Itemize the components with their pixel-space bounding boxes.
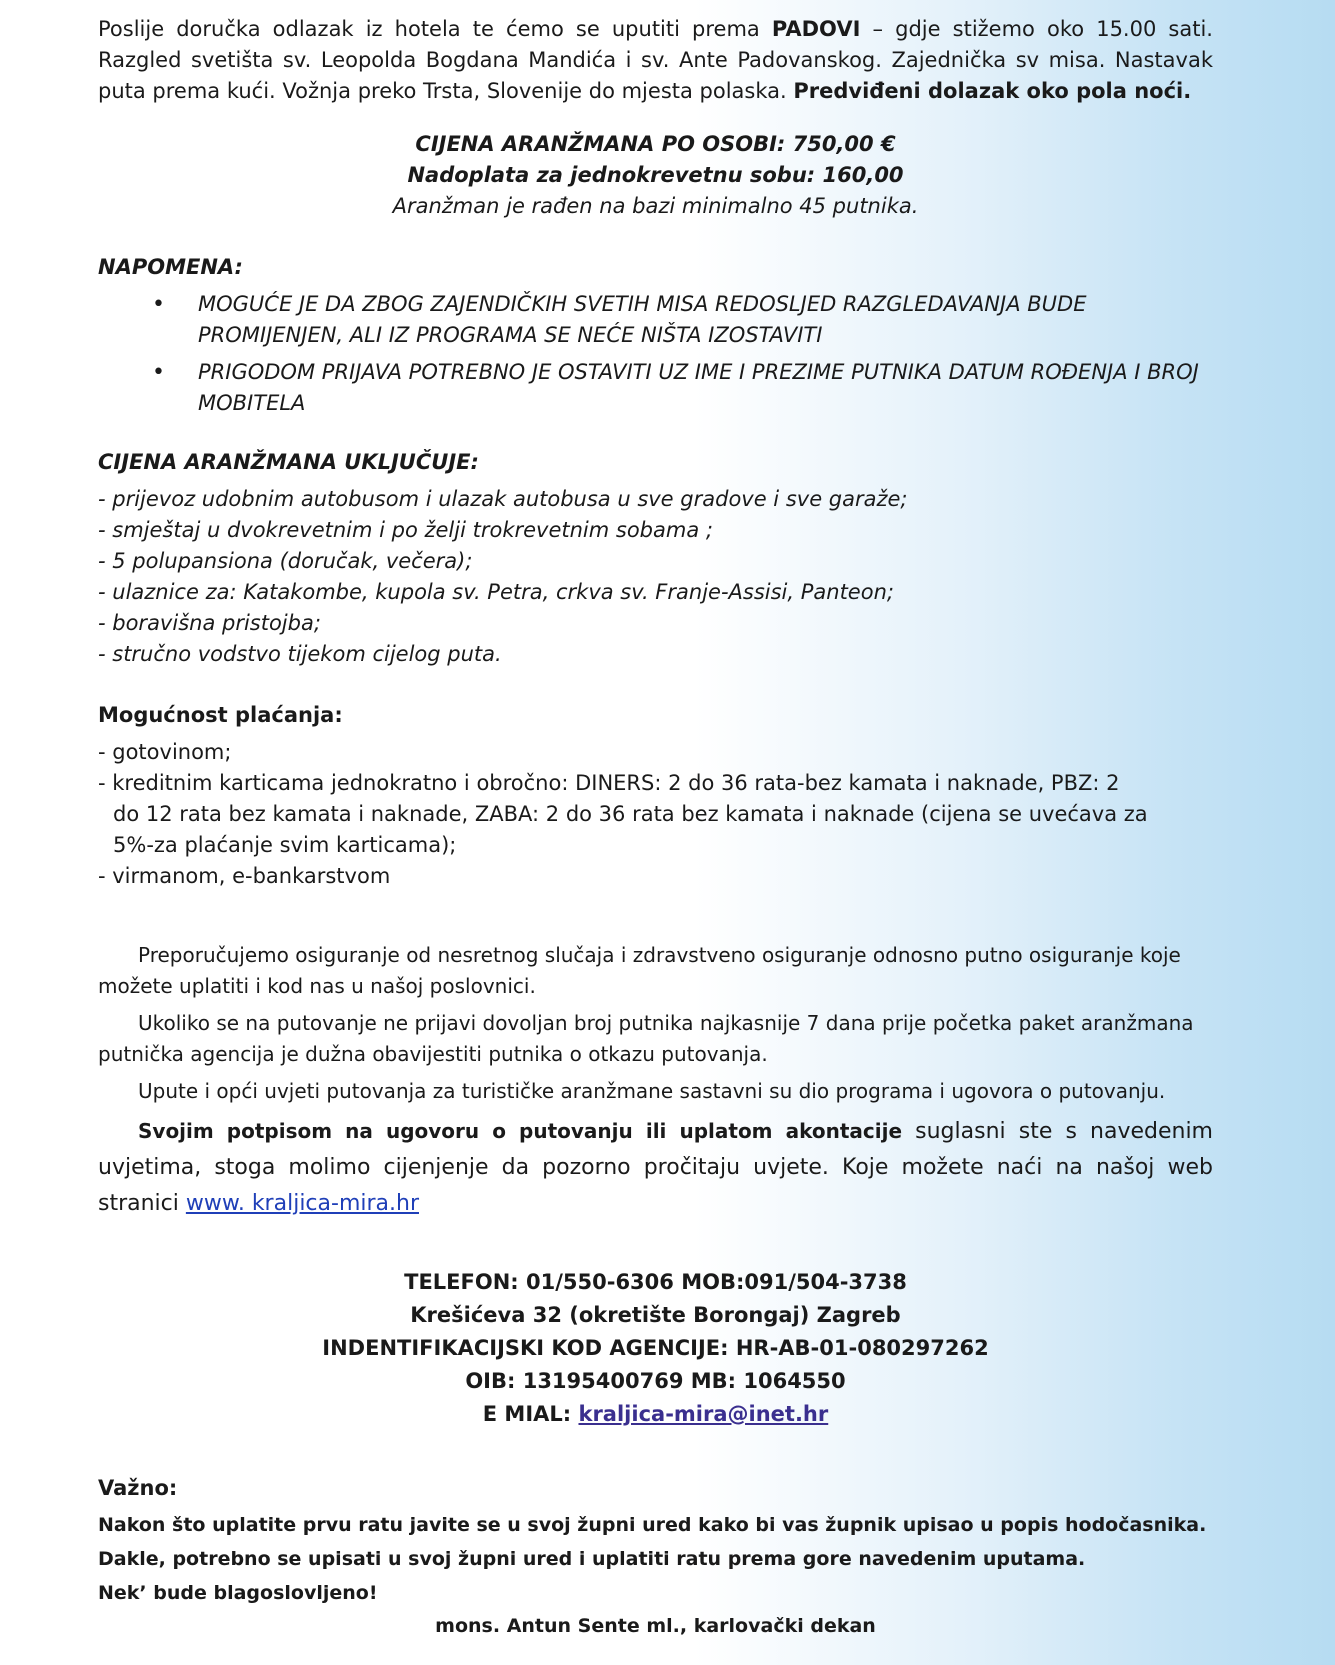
terms-note: Upute i opći uvjeti putovanja za turističke aranžmane sastavni su dio programa i ugovora o putovanju.: [138, 1079, 1166, 1103]
vazno-text-block: [98, 1508, 1213, 1610]
includes-item: - boravišna pristojba;: [98, 611, 321, 635]
napomena-item-text: MOGUĆE JE DA ZBOG ZAJENDIČKIH SVETIH MISA REDOSLJED RAZGLEDAVANJA BUDE PROMIJENJEN, ALI IZ PROGRAMA SE NEĆE NIŠTA IZOSTAVITI: [198, 292, 1087, 347]
signature: mons. Antun Sente ml., karlovački dekan: [435, 1615, 876, 1637]
napomena-title: NAPOMENA:: [98, 255, 243, 279]
minimum-passengers-note: Aranžman je rađen na bazi minimalno 45 putnika.: [392, 194, 919, 218]
vazno-title: Važno:: [98, 1476, 178, 1500]
contact-address: Krešićeva 32 (okretište Borongaj) Zagreb: [410, 1303, 901, 1327]
napomena-item-text: PRIGODOM PRIJAVA POTREBNO JE OSTAVITI UZ IME I PREZIME PUTNIKA DATUM ROĐENJA I BROJ MOBITELA: [198, 360, 1199, 415]
napomena-list: [98, 289, 1213, 419]
includes-item: - stručno vodstvo tijekom cijelog puta.: [98, 642, 502, 666]
includes-item: - 5 polupansiona (doručak, večera);: [98, 549, 473, 573]
bullet-icon: •: [152, 360, 165, 385]
agreement-bold: Svojim potpisom na ugovoru o putovanju ili uplatom akontacije: [138, 1119, 903, 1143]
payment-title: Mogućnost plaćanja:: [98, 703, 343, 727]
insurance-note: Preporučujemo osiguranje od nesretnog slučaja i zdravstveno osiguranje odnosno putno osiguranje koje možete uplatiti i kod nas u našoj poslovnici.: [98, 943, 1181, 998]
email-link[interactable]: kraljica-mira@inet.hr: [578, 1402, 829, 1426]
payment-list: [98, 737, 1213, 892]
napomena-item: [98, 289, 1213, 351]
price-per-person: CIJENA ARANŽMANA PO OSOBI: 750,00 €: [415, 132, 896, 156]
notes-section: [98, 940, 1213, 1107]
contact-block: [98, 1266, 1213, 1431]
napomena-item: [98, 357, 1213, 419]
vazno-text: Nakon što uplatite prvu ratu javite se u svoj župni ured kako bi vas župnik upisao u popis hodočasnika. Dakle, potrebno se upisati u svoj župni ured i uplatiti ratu prema gore navedenim uputama.: [98, 1514, 1207, 1570]
intro-padova: PADOVI: [771, 17, 861, 41]
website-link[interactable]: www. kraljica-mira.hr: [185, 1191, 419, 1216]
cancellation-note: Ukoliko se na putovanje ne prijavi dovoljan broj putnika najkasnije 7 dana prije početka paket aranžmana putnička agencija je dužna obavijestiti putnika o otkazu putovanja.: [98, 1011, 1194, 1066]
includes-item: - prijevoz udobnim autobusom i ulazak autobusa u sve gradove i sve garaže;: [98, 487, 908, 511]
includes-item: - ulaznice za: Katakombe, kupola sv. Petra, crkva sv. Franje-Assisi, Panteon;: [98, 580, 894, 604]
payment-item-transfer: - virmanom, e-bankarstvom: [98, 864, 391, 888]
includes-list: [98, 484, 1213, 670]
agency-code: INDENTIFIKACIJSKI KOD AGENCIJE: HR-AB-01-080297262: [322, 1336, 989, 1360]
payment-item-cash: - gotovinom;: [98, 740, 232, 764]
email-label: E MIAL:: [482, 1402, 579, 1426]
includes-item: - smještaj u dvokrevetnim i po želji trokrevetnim sobama ;: [98, 518, 713, 542]
payment-item-cards-cont: do 12 rata bez kamata i naknade, ZABA: 2 do 36 rata bez kamata i naknade (cijena se uvećava za: [113, 802, 1148, 826]
intro-paragraph: [98, 14, 1213, 107]
contact-email-line: [98, 1398, 1213, 1431]
oib-mb: OIB: 13195400769 MB: 1064550: [465, 1369, 846, 1393]
intro-arrival: Predviđeni dolazak oko pola noći.: [793, 79, 1192, 103]
agreement-paragraph: [98, 1113, 1213, 1222]
agreement-text: suglasni ste s navedenim uvjetima, stoga molimo cijenjenje da pozorno pročitaju uvjete. Koje možete naći na našoj web stranici: [98, 1119, 1213, 1216]
single-room-supplement: Nadoplata za jednokrevetnu sobu: 160,00: [407, 163, 904, 187]
blessing: Nek’ bude blagoslovljeno!: [98, 1582, 378, 1604]
payment-item-cards-cont: 5%-za plaćanje svim karticama);: [113, 833, 457, 857]
intro-text-1: Poslije doručka odlazak iz hotela te ćemo se uputiti prema: [98, 17, 772, 41]
intro-text-2: – gdje stižemo oko 15.00 sati. Razgled svetišta sv. Leopolda Bogdana Mandića i sv. Ante Padovanskog. Zajednička sv misa. Nastavak puta prema kući. Vožnja preko Trsta, Slovenije do mjesta polaska.: [98, 17, 1213, 103]
bullet-icon: •: [152, 292, 165, 317]
contact-phone: TELEFON: 01/550-6306 MOB:091/504-3738: [404, 1270, 907, 1294]
price-block: [98, 129, 1213, 222]
includes-title: CIJENA ARANŽMANA UKLJUČUJE:: [98, 450, 479, 474]
payment-item-cards: - kreditnim karticama jednokratno i obročno: DINERS: 2 do 36 rata-bez kamata i naknade, PBZ: 2: [98, 771, 1120, 795]
